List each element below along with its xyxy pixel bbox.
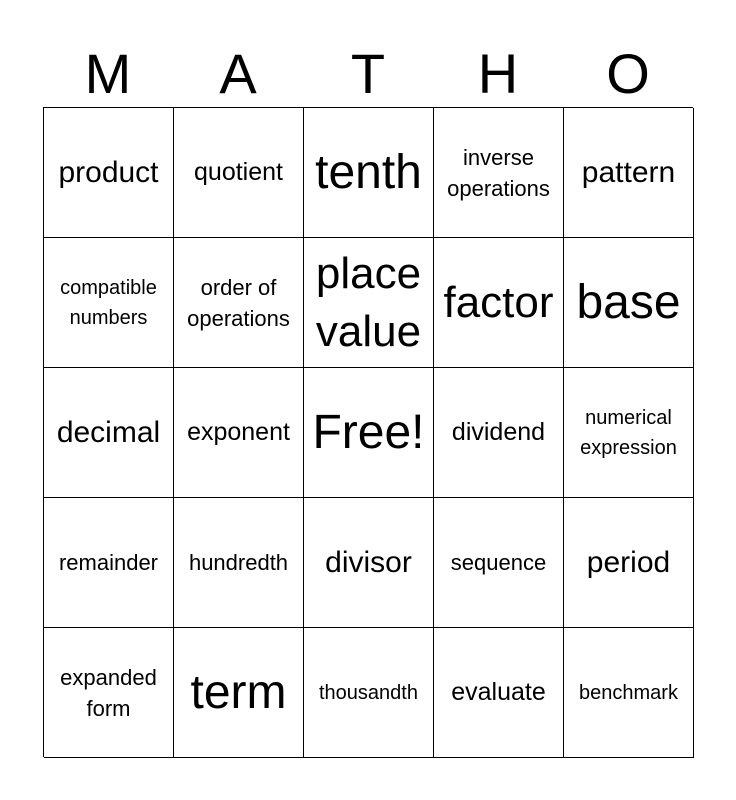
header-letter-t: T bbox=[350, 42, 386, 105]
bingo-cell[interactable]: thousandth bbox=[304, 628, 434, 758]
bingo-cell[interactable]: factor bbox=[434, 238, 564, 368]
bingo-cell[interactable]: exponent bbox=[174, 368, 304, 498]
header-letter-m: M bbox=[84, 42, 132, 105]
bingo-cell[interactable]: remainder bbox=[44, 498, 174, 628]
bingo-cell[interactable]: order of operations bbox=[174, 238, 304, 368]
bingo-header bbox=[43, 40, 693, 108]
bingo-cell[interactable]: product bbox=[44, 108, 174, 238]
bingo-cell[interactable]: place value bbox=[304, 238, 434, 368]
bingo-cell[interactable]: evaluate bbox=[434, 628, 564, 758]
bingo-cell[interactable]: sequence bbox=[434, 498, 564, 628]
bingo-cell[interactable]: tenth bbox=[304, 108, 434, 238]
bingo-cell[interactable]: dividend bbox=[434, 368, 564, 498]
bingo-grid bbox=[43, 107, 693, 757]
bingo-cell[interactable]: hundredth bbox=[174, 498, 304, 628]
header-letter-o: O bbox=[606, 42, 650, 105]
bingo-cell[interactable]: numerical expression bbox=[564, 368, 694, 498]
bingo-cell[interactable]: decimal bbox=[44, 368, 174, 498]
bingo-cell[interactable]: term bbox=[174, 628, 304, 758]
bingo-cell[interactable]: inverse operations bbox=[434, 108, 564, 238]
bingo-cell[interactable]: period bbox=[564, 498, 694, 628]
header-letter-h: H bbox=[477, 42, 519, 105]
bingo-cell[interactable]: pattern bbox=[564, 108, 694, 238]
bingo-cell[interactable]: expanded form bbox=[44, 628, 174, 758]
bingo-cell[interactable]: compatible numbers bbox=[44, 238, 174, 368]
free-space-cell[interactable]: Free! bbox=[304, 368, 434, 498]
bingo-cell[interactable]: benchmark bbox=[564, 628, 694, 758]
header-letter-a: A bbox=[219, 42, 257, 105]
bingo-cell[interactable]: base bbox=[564, 238, 694, 368]
bingo-cell[interactable]: quotient bbox=[174, 108, 304, 238]
bingo-cell[interactable]: divisor bbox=[304, 498, 434, 628]
